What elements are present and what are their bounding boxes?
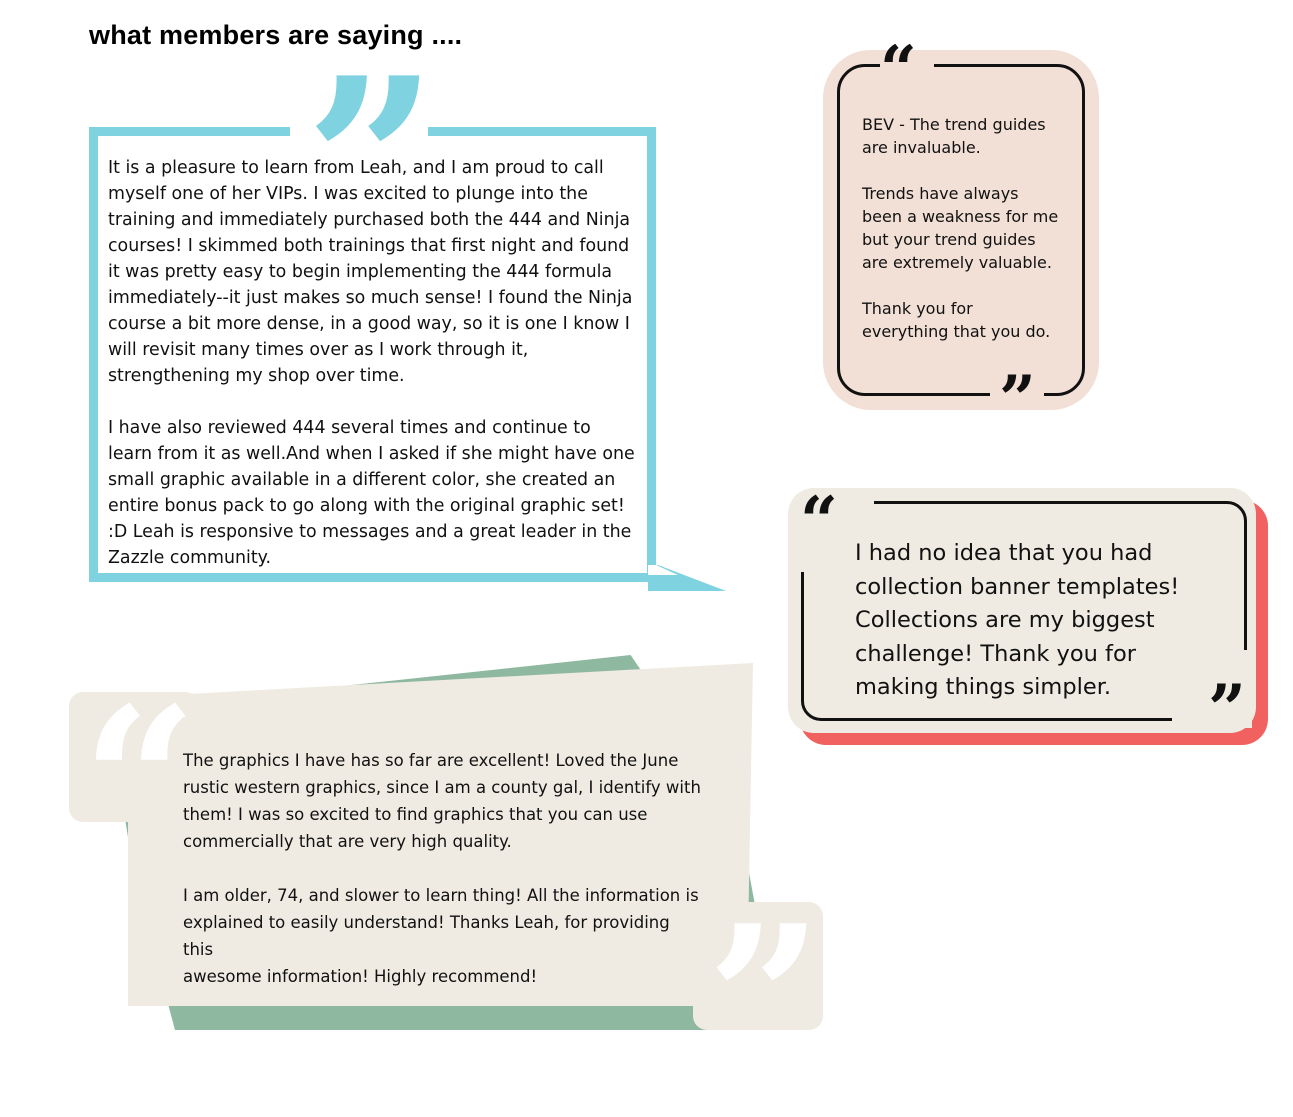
close-quote-icon: ” (707, 882, 805, 1117)
close-quote-icon: ” (1208, 670, 1239, 748)
testimonial-text: BEV - The trend guides are invaluable. Trends have always been a weakness for me but your trend guides are extremely valuable. Thank you for everything that you do. (862, 115, 1059, 341)
open-quote-icon: “ (880, 32, 911, 107)
open-quote-icon: “ (82, 664, 180, 899)
open-quote-icon: “ (800, 482, 831, 560)
testimonial-text: The graphics I have has so far are excellent! Loved the June rustic western graphics, since I am a county gal, I identify with them! I was so excited to find graphics that you can use commercially that are very high quality. I am older, 74, and slower to learn thing! All the information is explained to easily understand! Thanks Leah, for providing this awesome information! Highly recommend! (183, 751, 701, 986)
close-quote-icon: ” (999, 362, 1030, 437)
speech-tail (648, 565, 730, 595)
close-quote-icon: ” (305, 28, 420, 298)
section-heading: what members are saying .... (89, 20, 463, 50)
testimonial-text: It is a pleasure to learn from Leah, and I am proud to call myself one of her VIPs. I was excited to plunge into the training and immediately purchased both the 444 and Ninja courses! I skimmed both trainings that first night and found it was pretty easy to begin implementing the 444 formula immediately--it just makes so much sense! I found the Ninja course a bit more dense, in a good way, so it is one I know I will revisit many times over as I work through it, strengthening my shop over time. I have also reviewed 444 several times and continue to learn from it as well.And when I asked if she might have one small graphic available in a different color, she created an entire bonus pack to go along with the original graphic set! :D Leah is responsive to messages and a great leader in the Zazzle community. (108, 158, 635, 568)
testimonial-text: I had no idea that you had collection banner templates! Collections are my biggest challenge! Thank you for making things simpler. (855, 540, 1180, 700)
